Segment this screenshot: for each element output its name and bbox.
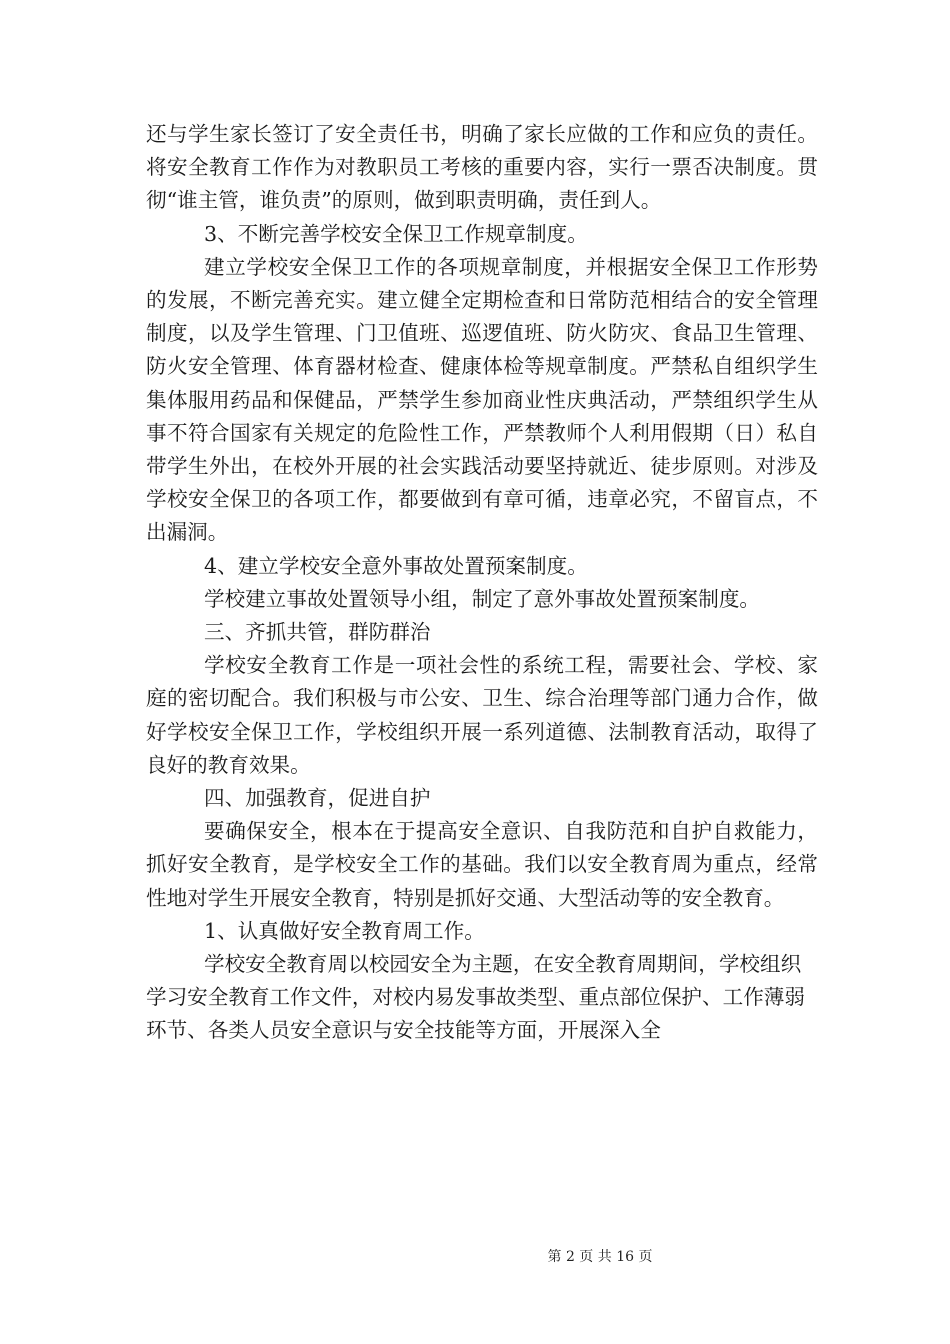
section-heading-4: 四、加强教育，促进自护 — [204, 786, 431, 811]
paragraph-2: 3、不断完善学校安全保卫工作规章制度。 — [204, 221, 588, 246]
paragraph-5: 学校建立事故处置领导小组，制定了意外事故处置预案制度。 — [204, 586, 761, 611]
page-footer — [0, 1246, 950, 1266]
document-body — [146, 118, 818, 1048]
paragraph-4: 4、建立学校安全意外事故处置预案制度。 — [204, 553, 588, 578]
paragraph-9: 要确保安全，根本在于提高安全意识、自我防范和自护自救能力，抓好安全教育，是学校安全工作的基础。我们以安全教育周为重点，经常性地对学生开展安全教育，特别是抓好交通、大型活动等的安全教育。 — [146, 819, 818, 910]
paragraph-3: 建立学校安全保卫工作的各项规章制度，并根据安全保卫工作形势的发展，不断完善充实。建立健全定期检查和日常防范相结合的安全管理制度，以及学生管理、门卫值班、巡逻值班、防火防灾、食品卫生管理、防火安全管理、体育器材检查、健康体检等规章制度。严禁私自组织学生集体服用药品和保健品，严禁学生参加商业性庆典活动，严禁组织学生从事不符合国家有关规定的危险性工作，严禁教师个人利用假期（日）私自带学生外出，在校外开展的社会实践活动要坚持就近、徒步原则。对涉及学校安全保卫的各项工作，都要做到有章可循，违章必究，不留盲点，不出漏洞。 — [146, 254, 818, 545]
paragraph-1: 还与学生家长签订了安全责任书，明确了家长应做的工作和应负的责任。将安全教育工作作为对教职员工考核的重要内容，实行一票否决制度。贯彻“谁主管，谁负责”的原则，做到职责明确，责任到人。 — [146, 122, 818, 213]
section-heading-3: 三、齐抓共管，群防群治 — [204, 620, 431, 645]
paragraph-10: 1、认真做好安全教育周工作。 — [204, 918, 485, 943]
page-number-label: 第 2 页 共 16 页 — [547, 1249, 653, 1265]
paragraph-7: 学校安全教育工作是一项社会性的系统工程，需要社会、学校、家庭的密切配合。我们积极与市公安、卫生、综合治理等部门通力合作，做好学校安全保卫工作，学校组织开展一系列道德、法制教育活动，取得了良好的教育效果。 — [146, 653, 818, 777]
paragraph-11: 学校安全教育周以校园安全为主题，在安全教育周期间，学校组织学习安全教育工作文件，对校内易发事故类型、重点部位保护、工作薄弱环节、各类人员安全意识与安全技能等方面，开展深入全 — [146, 952, 805, 1043]
